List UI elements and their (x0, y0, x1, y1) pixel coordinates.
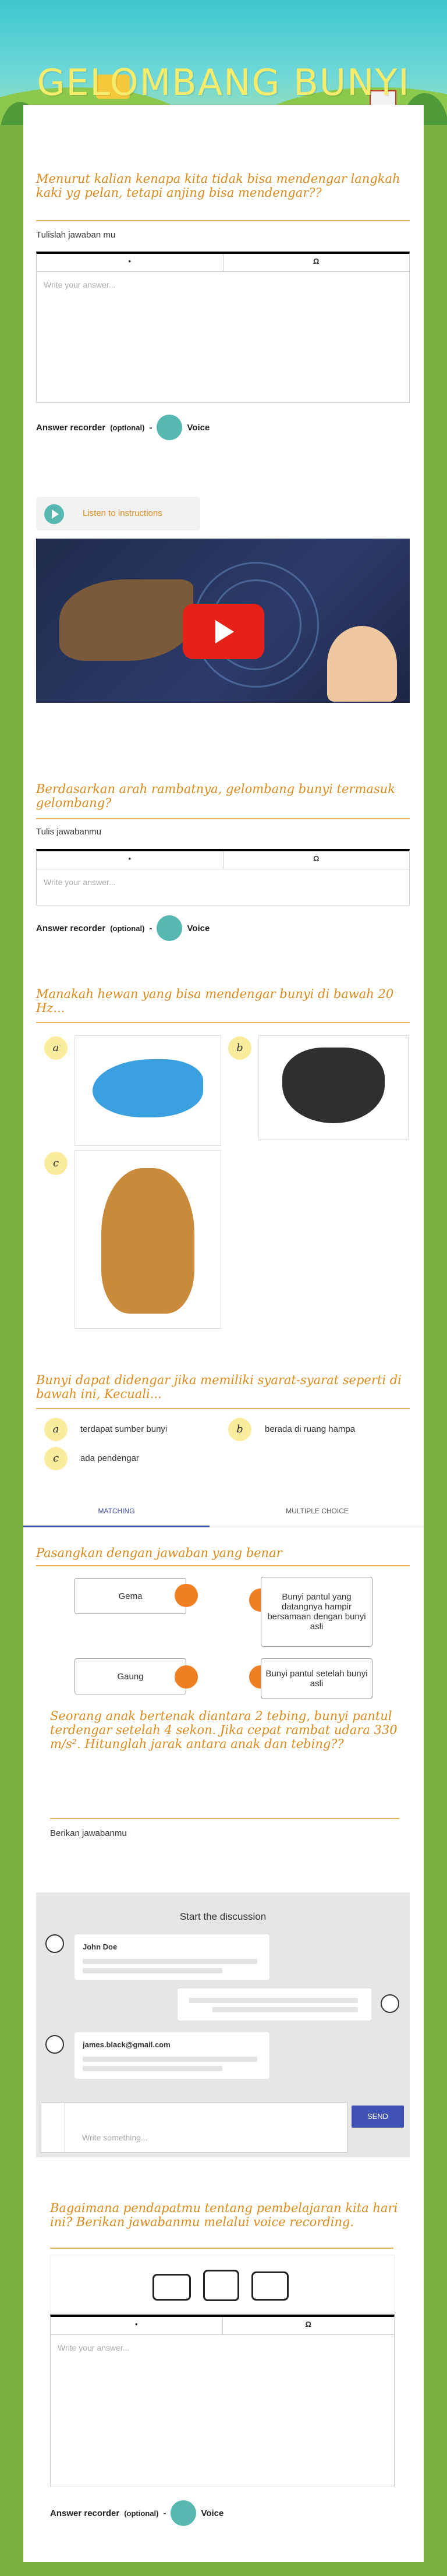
youtube-play-icon[interactable] (183, 604, 264, 659)
video-player[interactable] (36, 539, 410, 703)
bat-image[interactable] (258, 1035, 409, 1140)
omega-button[interactable]: Ω (222, 2317, 395, 2334)
discussion-title: Start the discussion (179, 1911, 267, 1922)
send-button[interactable]: SEND (352, 2106, 404, 2128)
voice-label: Voice (187, 422, 210, 433)
recorder-dash: - (149, 422, 152, 433)
editor-toolbar (36, 849, 410, 869)
user-avatar-icon (45, 1934, 64, 1953)
divider (36, 1408, 410, 1409)
message-author: james.black@gmail.com (83, 2040, 171, 2049)
neutral-hand-icon (203, 2270, 239, 2301)
recorder-dash: - (163, 2508, 166, 2518)
question-3-title: Manakah hewan yang bisa mendengar bunyi di bawah 20 Hz... (36, 987, 394, 1015)
match-right-2[interactable]: Bunyi pantul setelah bunyi asli (261, 1658, 372, 1699)
dolphin-illustration (93, 1059, 203, 1117)
bullet-button[interactable]: • (128, 854, 132, 863)
match-connector-left-1[interactable] (175, 1584, 198, 1607)
voice-label: Voice (201, 2508, 224, 2518)
recorder-label: Answer recorder (36, 923, 106, 933)
divider (36, 1565, 410, 1566)
discussion-panel (36, 1892, 410, 2157)
question-2-instruction: Tulis jawabanmu (36, 827, 101, 837)
discussion-input-placeholder: Write something... (82, 2133, 148, 2142)
dog-illustration (101, 1168, 194, 1314)
match-left-gaung[interactable]: Gaung (74, 1658, 186, 1694)
recorder-optional: (optional) (110, 423, 145, 432)
divider (36, 220, 410, 221)
answer-textarea[interactable]: Write your answer... (36, 869, 410, 905)
bat-illustration (282, 1048, 385, 1123)
dog-image[interactable] (74, 1150, 221, 1329)
tab-multiple-choice[interactable]: MULTIPLE CHOICE (286, 1507, 349, 1515)
content-panel (23, 105, 424, 2562)
reaction-image (50, 2255, 395, 2314)
tab-matching-underline (23, 1526, 210, 1527)
option-b-letter[interactable]: b (228, 1418, 251, 1441)
thumbs-down-icon (152, 2274, 191, 2301)
user-avatar-icon (381, 1994, 399, 2013)
divider (50, 2248, 393, 2249)
page-title: GELOMBANG BUNYI (37, 61, 410, 104)
dolphin-image[interactable] (74, 1035, 221, 1146)
message-bubble (74, 2032, 269, 2079)
divider (36, 1022, 410, 1023)
microphone-icon[interactable] (171, 2500, 196, 2526)
user-avatar-icon (45, 2035, 64, 2054)
message-bubble-reply (178, 1988, 371, 2021)
listen-instructions-button[interactable] (36, 497, 200, 530)
question-5-title: Pasangkan dengan jawaban yang benar (36, 1546, 282, 1560)
question-2-title: Berdasarkan arah rambatnya, gelombang bunyi termasuk gelombang? (36, 782, 395, 810)
omega-button[interactable]: Ω (223, 254, 410, 271)
answer-recorder (36, 415, 210, 440)
question-6-title: Seorang anak bertenak diantara 2 tebing, bunyi pantul terdengar setelah 4 sekon. Jika cepat rambat udara 330 m/s². Hitunglah jarak antara anak dan tebing?? (50, 1709, 398, 1751)
bullet-button[interactable]: • (128, 257, 132, 266)
listen-label: Listen to instructions (83, 508, 162, 518)
answer-textarea[interactable]: Write your answer... (50, 2335, 395, 2486)
divider (36, 818, 410, 819)
match-connector-left-2[interactable] (175, 1665, 198, 1689)
option-c-text[interactable]: ada pendengar (80, 1453, 139, 1463)
omega-button[interactable]: Ω (223, 851, 410, 869)
microphone-icon[interactable] (157, 915, 182, 941)
input-gutter (41, 2103, 65, 2152)
option-b-text[interactable]: berada di ruang hampa (265, 1424, 356, 1434)
discussion-input-box[interactable] (41, 2102, 347, 2153)
tab-matching[interactable]: MATCHING (98, 1507, 135, 1515)
microphone-icon[interactable] (157, 415, 182, 440)
answer-recorder (36, 915, 210, 941)
bullet-button[interactable]: • (134, 2320, 138, 2329)
play-icon (44, 504, 64, 524)
option-b-letter[interactable]: b (228, 1036, 251, 1060)
editor-toolbar (36, 252, 410, 272)
message-bubble (74, 1934, 269, 1980)
bat-illustration (59, 579, 193, 661)
voice-label: Voice (187, 923, 210, 933)
question-6-instruction: Berikan jawabanmu (50, 1828, 127, 1838)
match-left-gema[interactable]: Gema (74, 1578, 186, 1614)
question-7-title: Bagaimana pendapatmu tentang pembelajaran kita hari ini? Berikan jawabanmu melalui voice recording. (50, 2201, 398, 2229)
presenter-avatar (327, 626, 397, 702)
answer-recorder (50, 2500, 224, 2526)
option-a-letter[interactable]: a (44, 1418, 68, 1441)
divider (50, 1818, 399, 1819)
thumbs-up-icon (251, 2271, 289, 2301)
editor-toolbar (50, 2315, 395, 2335)
recorder-label: Answer recorder (36, 422, 106, 433)
answer-textarea[interactable]: Write your answer... (36, 272, 410, 403)
option-a-letter[interactable]: a (44, 1036, 68, 1060)
option-a-text[interactable]: terdapat sumber bunyi (80, 1424, 168, 1434)
question-1-instruction: Tulislah jawaban mu (36, 230, 116, 240)
question-1-title: Menurut kalian kenapa kita tidak bisa mendengar langkah kaki yg pelan, tetapi anjing bisa mendengar?? (36, 172, 400, 200)
match-right-1[interactable]: Bunyi pantul yang datangnya hampir bersamaan dengan bunyi asli (261, 1577, 372, 1647)
recorder-optional: (optional) (124, 2508, 159, 2518)
option-c-letter[interactable]: c (44, 1152, 68, 1175)
question-4-title: Bunyi dapat didengar jika memiliki syarat-syarat seperti di bawah ini, Kecuali... (36, 1373, 402, 1401)
recorder-dash: - (149, 923, 152, 933)
recorder-label: Answer recorder (50, 2508, 120, 2518)
message-author: John Doe (83, 1942, 118, 1951)
option-c-letter[interactable]: c (44, 1447, 68, 1470)
recorder-optional: (optional) (110, 923, 145, 933)
